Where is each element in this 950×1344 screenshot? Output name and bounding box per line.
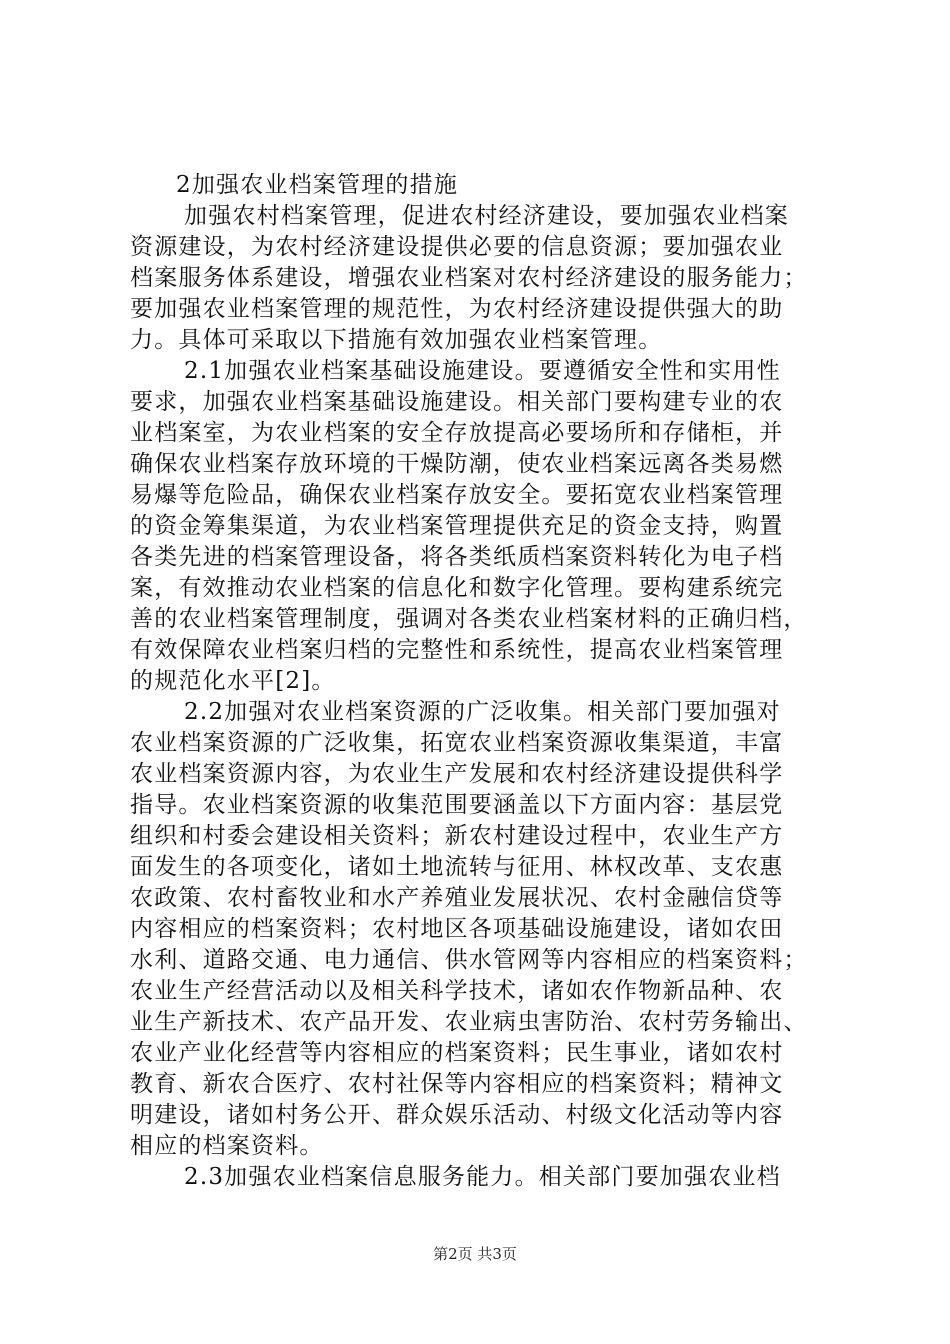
paragraph-line: 的资金筹集渠道，为农业档案管理提供充足的资金支持，购置 [130, 513, 784, 539]
paragraph-line: 农政策、农村畜牧业和水产养殖业发展状况、农村金融信贷等 [130, 885, 784, 911]
paragraph-line: 面发生的各项变化，诸如土地流转与征用、林权改革、支农惠 [130, 854, 784, 880]
paragraph-line: 教育、新农合医疗、农村社保等内容相应的档案资料；精神文 [130, 1071, 784, 1097]
section-heading: 2加强农业档案管理的措施 [176, 172, 459, 198]
paragraph-line: 易爆等危险品，确保农业档案存放安全。要拓宽农业档案管理 [130, 482, 784, 508]
paragraph-line: 农业产业化经营等内容相应的档案资料；民生事业，诸如农村 [130, 1040, 784, 1066]
paragraph-line: 各类先进的档案管理设备，将各类纸质档案资料转化为电子档 [130, 544, 784, 570]
paragraph-line: 档案服务体系建设，增强农业档案对农村经济建设的服务能力； [130, 265, 808, 291]
paragraph-line: 有效保障农业档案归档的完整性和系统性，提高农业档案管理 [130, 637, 784, 663]
subsection-line: 2.2加强对农业档案资源的广泛收集。相关部门要加强对 [184, 699, 781, 725]
paragraph-line: 水利、道路交通、电力通信、供水管网等内容相应的档案资料； [130, 947, 808, 973]
paragraph-line: 明建设，诸如村务公开、群众娱乐活动、村级文化活动等内容 [130, 1102, 784, 1128]
subsection-line: 2.3加强农业档案信息服务能力。相关部门要加强农业档 [184, 1164, 781, 1190]
document-body [130, 170, 830, 1193]
paragraph-line: 相应的档案资料。 [130, 1133, 324, 1159]
paragraph-line: 确保农业档案存放环境的干燥防潮，使农业档案远离各类易燃 [130, 451, 784, 477]
paragraph-line: 的规范化水平[2]。 [130, 668, 336, 694]
paragraph-line: 案，有效推动农业档案的信息化和数字化管理。要构建系统完 [130, 575, 784, 601]
paragraph-line: 资源建设，为农村经济建设提供必要的信息资源；要加强农业 [130, 234, 784, 260]
paragraph-line: 农业档案资源的广泛收集，拓宽农业档案资源收集渠道，丰富 [130, 730, 784, 756]
subsection-line: 2.1加强农业档案基础设施建设。要遵循安全性和实用性 [184, 358, 781, 384]
paragraph-line: 要求，加强农业档案基础设施建设。相关部门要构建专业的农 [130, 389, 784, 415]
paragraph-line: 农业档案资源内容，为农业生产发展和农村经济建设提供科学 [130, 761, 784, 787]
paragraph-line: 力。具体可采取以下措施有效加强农业档案管理。 [130, 327, 663, 353]
paragraph-line: 善的农业档案管理制度，强调对各类农业档案材料的正确归档， [130, 606, 808, 632]
page-footer: 第2页 共3页 [433, 1245, 517, 1263]
paragraph-line: 业生产新技术、农产品开发、农业病虫害防治、农村劳务输出、 [130, 1009, 808, 1035]
paragraph-line: 业档案室，为农业档案的安全存放提高必要场所和存储柜，并 [130, 420, 784, 446]
paragraph-line: 要加强农业档案管理的规范性，为农村经济建设提供强大的助 [130, 296, 784, 322]
paragraph-line: 加强农村档案管理，促进农村经济建设，要加强农业档案 [184, 203, 789, 229]
paragraph-line: 指导。农业档案资源的收集范围要涵盖以下方面内容：基层党 [130, 792, 784, 818]
paragraph-line: 内容相应的档案资料；农村地区各项基础设施建设，诸如农田 [130, 916, 784, 942]
paragraph-line: 组织和村委会建设相关资料；新农村建设过程中，农业生产方 [130, 823, 784, 849]
paragraph-line: 农业生产经营活动以及相关科学技术，诸如农作物新品种、农 [130, 978, 784, 1004]
